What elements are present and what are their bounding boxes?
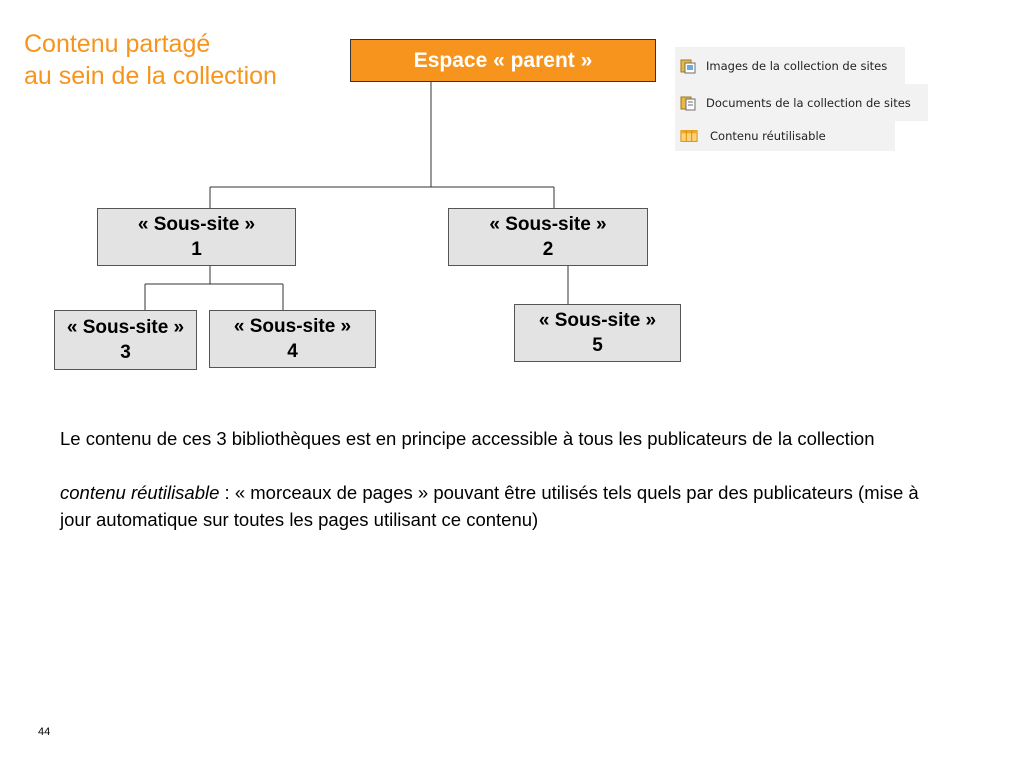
- parent-space-label: Espace « parent »: [413, 49, 593, 72]
- sub-site-1-box: [97, 208, 296, 266]
- reusable-content-definition: [60, 479, 940, 533]
- parent-space-box: [350, 39, 656, 82]
- title-line-1: Contenu partagé: [24, 30, 211, 58]
- sub-site-3-box: [54, 310, 197, 370]
- sub-site-1-number: 1: [191, 239, 202, 260]
- sub-site-5-number: 5: [592, 335, 603, 356]
- reusable-content-description: : « morceaux de pages » pouvant être utilisés tels quels par des publicateurs (mise à jour automatique sur toutes les pages utilisant ce contenu): [60, 482, 919, 530]
- explanation-text: [60, 425, 940, 533]
- sub-site-5-label: « Sous-site »: [538, 310, 657, 331]
- sub-site-3-label: « Sous-site »: [66, 317, 185, 338]
- library-item-reusable-content-label: Contenu réutilisable: [710, 129, 826, 143]
- library-item-documents[interactable]: [675, 84, 928, 121]
- title-line-2: au sein de la collection: [24, 62, 277, 90]
- sub-site-4-box: [209, 310, 376, 368]
- libraries-access-paragraph: Le contenu de ces 3 bibliothèques est en principe accessible à tous les publicateurs de la collection: [60, 428, 875, 449]
- sub-site-2-label: « Sous-site »: [489, 214, 607, 235]
- image-library-icon: [680, 58, 698, 74]
- sub-site-2-box: [448, 208, 648, 266]
- sub-site-4-number: 4: [287, 341, 298, 362]
- list-table-icon: [680, 128, 698, 144]
- document-library-icon: [680, 95, 698, 111]
- sub-site-5-box: [514, 304, 681, 362]
- sub-site-4-label: « Sous-site »: [233, 316, 352, 337]
- sub-site-2-number: 2: [542, 239, 554, 260]
- sub-site-3-number: 3: [120, 342, 131, 363]
- library-item-images-label: Images de la collection de sites: [706, 58, 888, 73]
- library-item-documents-label: Documents de la collection de sites: [706, 95, 911, 110]
- reusable-content-term: contenu réutilisable: [60, 482, 220, 503]
- sub-site-1-label: « Sous-site »: [137, 214, 256, 235]
- page-number: 44: [38, 726, 51, 738]
- library-item-reusable-content[interactable]: [675, 121, 895, 151]
- library-item-images[interactable]: [675, 47, 905, 84]
